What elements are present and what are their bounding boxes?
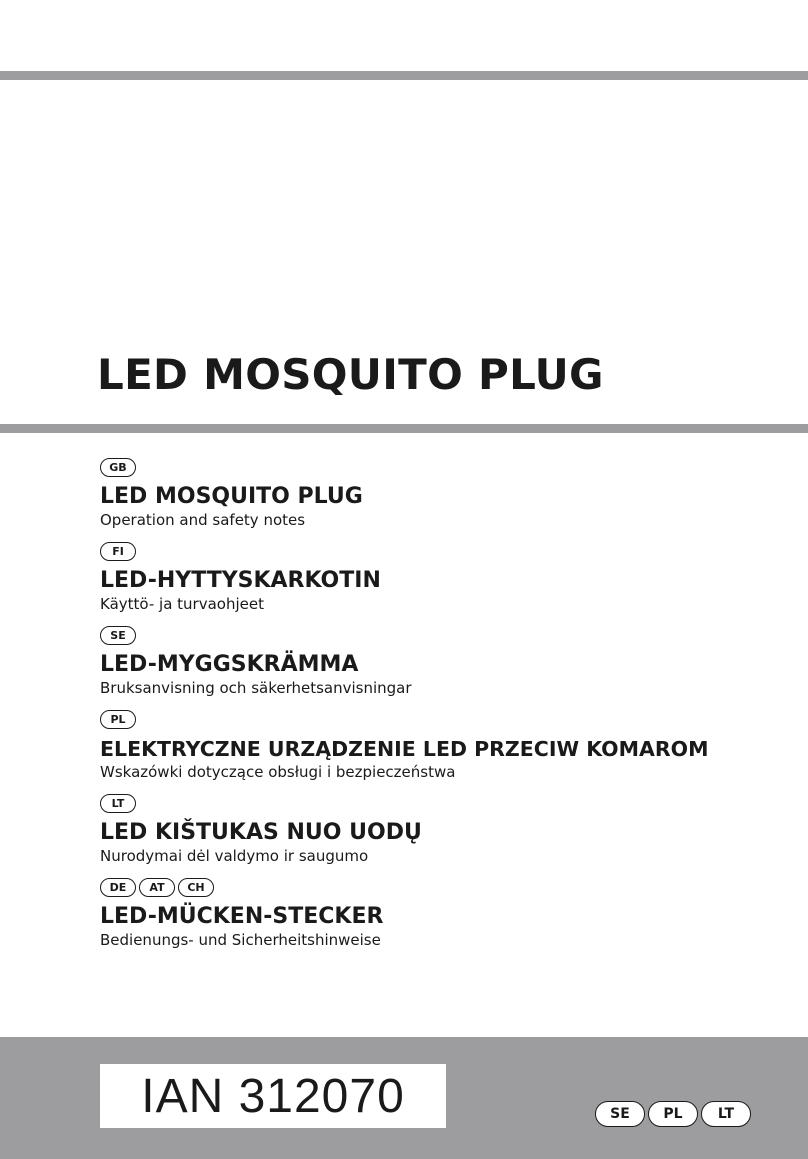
language-badge: GB [100, 458, 136, 477]
title-divider [0, 424, 808, 433]
language-codes [100, 794, 790, 815]
footer-band [0, 1037, 808, 1159]
language-title: ELEKTRYCZNE URZĄDZENIE LED PRZECIW KOMAROM [100, 737, 709, 761]
language-list [100, 458, 790, 962]
language-section-de [100, 878, 790, 950]
language-badge: DE [100, 878, 136, 897]
language-subtitle: Käyttö- ja turvaohjeet [100, 595, 264, 613]
ian-box [100, 1064, 446, 1128]
language-codes [100, 542, 790, 563]
language-subtitle: Bedienungs- und Sicherheitshinweise [100, 931, 381, 949]
language-badge: FI [100, 542, 136, 561]
language-section-pl [100, 710, 790, 782]
footer-language-badge: LT [701, 1101, 751, 1127]
footer-language-badge: SE [595, 1101, 645, 1127]
language-subtitle: Operation and safety notes [100, 511, 306, 529]
language-section-fi [100, 542, 790, 614]
language-title: LED-MYGGSKRÄMMA [100, 652, 359, 677]
language-subtitle: Wskazówki dotyczące obsługi i bezpieczeństwa [100, 763, 456, 781]
language-subtitle: Nurodymai dėl valdymo ir saugumo [100, 847, 369, 865]
language-badge: CH [178, 878, 214, 897]
page-title: LED MOSQUITO PLUG [97, 350, 604, 399]
language-codes [100, 626, 790, 647]
ian-number: IAN 312070 [141, 1069, 405, 1123]
language-badge: LT [100, 794, 136, 813]
language-title: LED-MÜCKEN-STECKER [100, 904, 384, 929]
footer-language-badge: PL [648, 1101, 698, 1127]
top-divider [0, 71, 808, 80]
language-badge: SE [100, 626, 136, 645]
language-badge: PL [100, 710, 136, 729]
language-title: LED KIŠTUKAS NUO UODŲ [100, 820, 422, 845]
language-title: LED MOSQUITO PLUG [100, 484, 363, 509]
footer-language-codes [595, 1101, 751, 1127]
language-codes [100, 458, 790, 479]
language-subtitle: Bruksanvisning och säkerhetsanvisningar [100, 679, 412, 697]
language-badge: AT [139, 878, 175, 897]
language-codes [100, 710, 790, 731]
language-title: LED-HYTTYSKARKOTIN [100, 568, 381, 593]
language-section-gb [100, 458, 790, 530]
language-section-lt [100, 794, 790, 866]
language-codes [100, 878, 790, 899]
language-section-se [100, 626, 790, 698]
